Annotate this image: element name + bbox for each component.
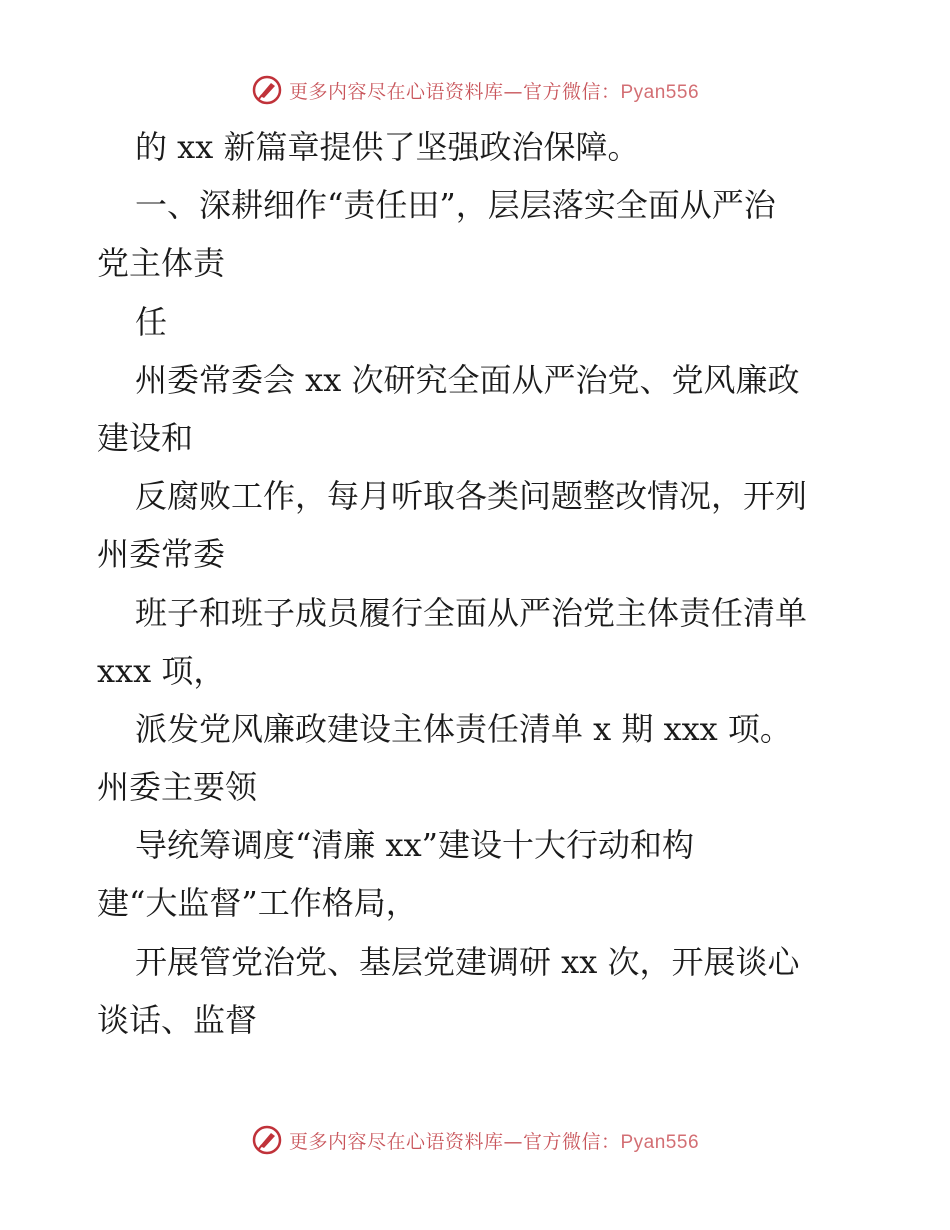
paragraph-line: 派发党风廉政建设主体责任清单 x 期 xxx 项。 [135, 709, 792, 748]
quill-logo-icon [251, 1124, 283, 1156]
watermark-separator: —官方微信： [503, 80, 621, 103]
paragraph-line: 党主体责 [97, 244, 226, 283]
quill-logo-icon [251, 74, 283, 106]
paragraph-line: 州委常委会 xx 次研究全面从严治党、党风廉政 [135, 360, 800, 399]
paragraph-line: xxx 项， [97, 651, 226, 690]
paragraph-line: 反腐败工作，每月听取各类问题整改情况，开列 [135, 477, 808, 516]
paragraph-line: 导统筹调度“清廉 xx”建设十大行动和构 [135, 826, 694, 865]
paragraph-line: 州委常委 [97, 535, 226, 574]
paragraph-line: 谈话、监督 [97, 1000, 258, 1039]
paragraph-line: 州委主要领 [97, 768, 258, 807]
paragraph-line: 开展管党治党、基层党建调研 xx 次，开展谈心 [135, 942, 800, 981]
paragraph-line: 的 xx 新篇章提供了坚强政治保障。 [135, 128, 640, 166]
watermark-main: 更多内容尽在心语资料库 [288, 1130, 504, 1153]
watermark-handle: Pyan556 [620, 1131, 700, 1153]
paragraph-line: 建“大监督”工作格局， [97, 884, 418, 923]
watermark-handle: Pyan556 [620, 81, 700, 103]
paragraph-line: 一、深耕细作“责任田”，层层落实全面从严治 [135, 186, 776, 225]
watermark-main: 更多内容尽在心语资料库 [288, 80, 504, 103]
document-body [97, 118, 867, 1049]
footer-watermark [0, 1120, 950, 1160]
paragraph-line: 班子和班子成员履行全面从严治党主体责任清单 [135, 593, 808, 632]
paragraph-line: 任 [135, 302, 168, 341]
watermark-text [289, 77, 699, 104]
watermark-text [289, 1127, 699, 1154]
paragraph-line: 建设和 [97, 418, 194, 457]
watermark-separator: —官方微信： [503, 1130, 621, 1153]
header-watermark [0, 70, 950, 110]
